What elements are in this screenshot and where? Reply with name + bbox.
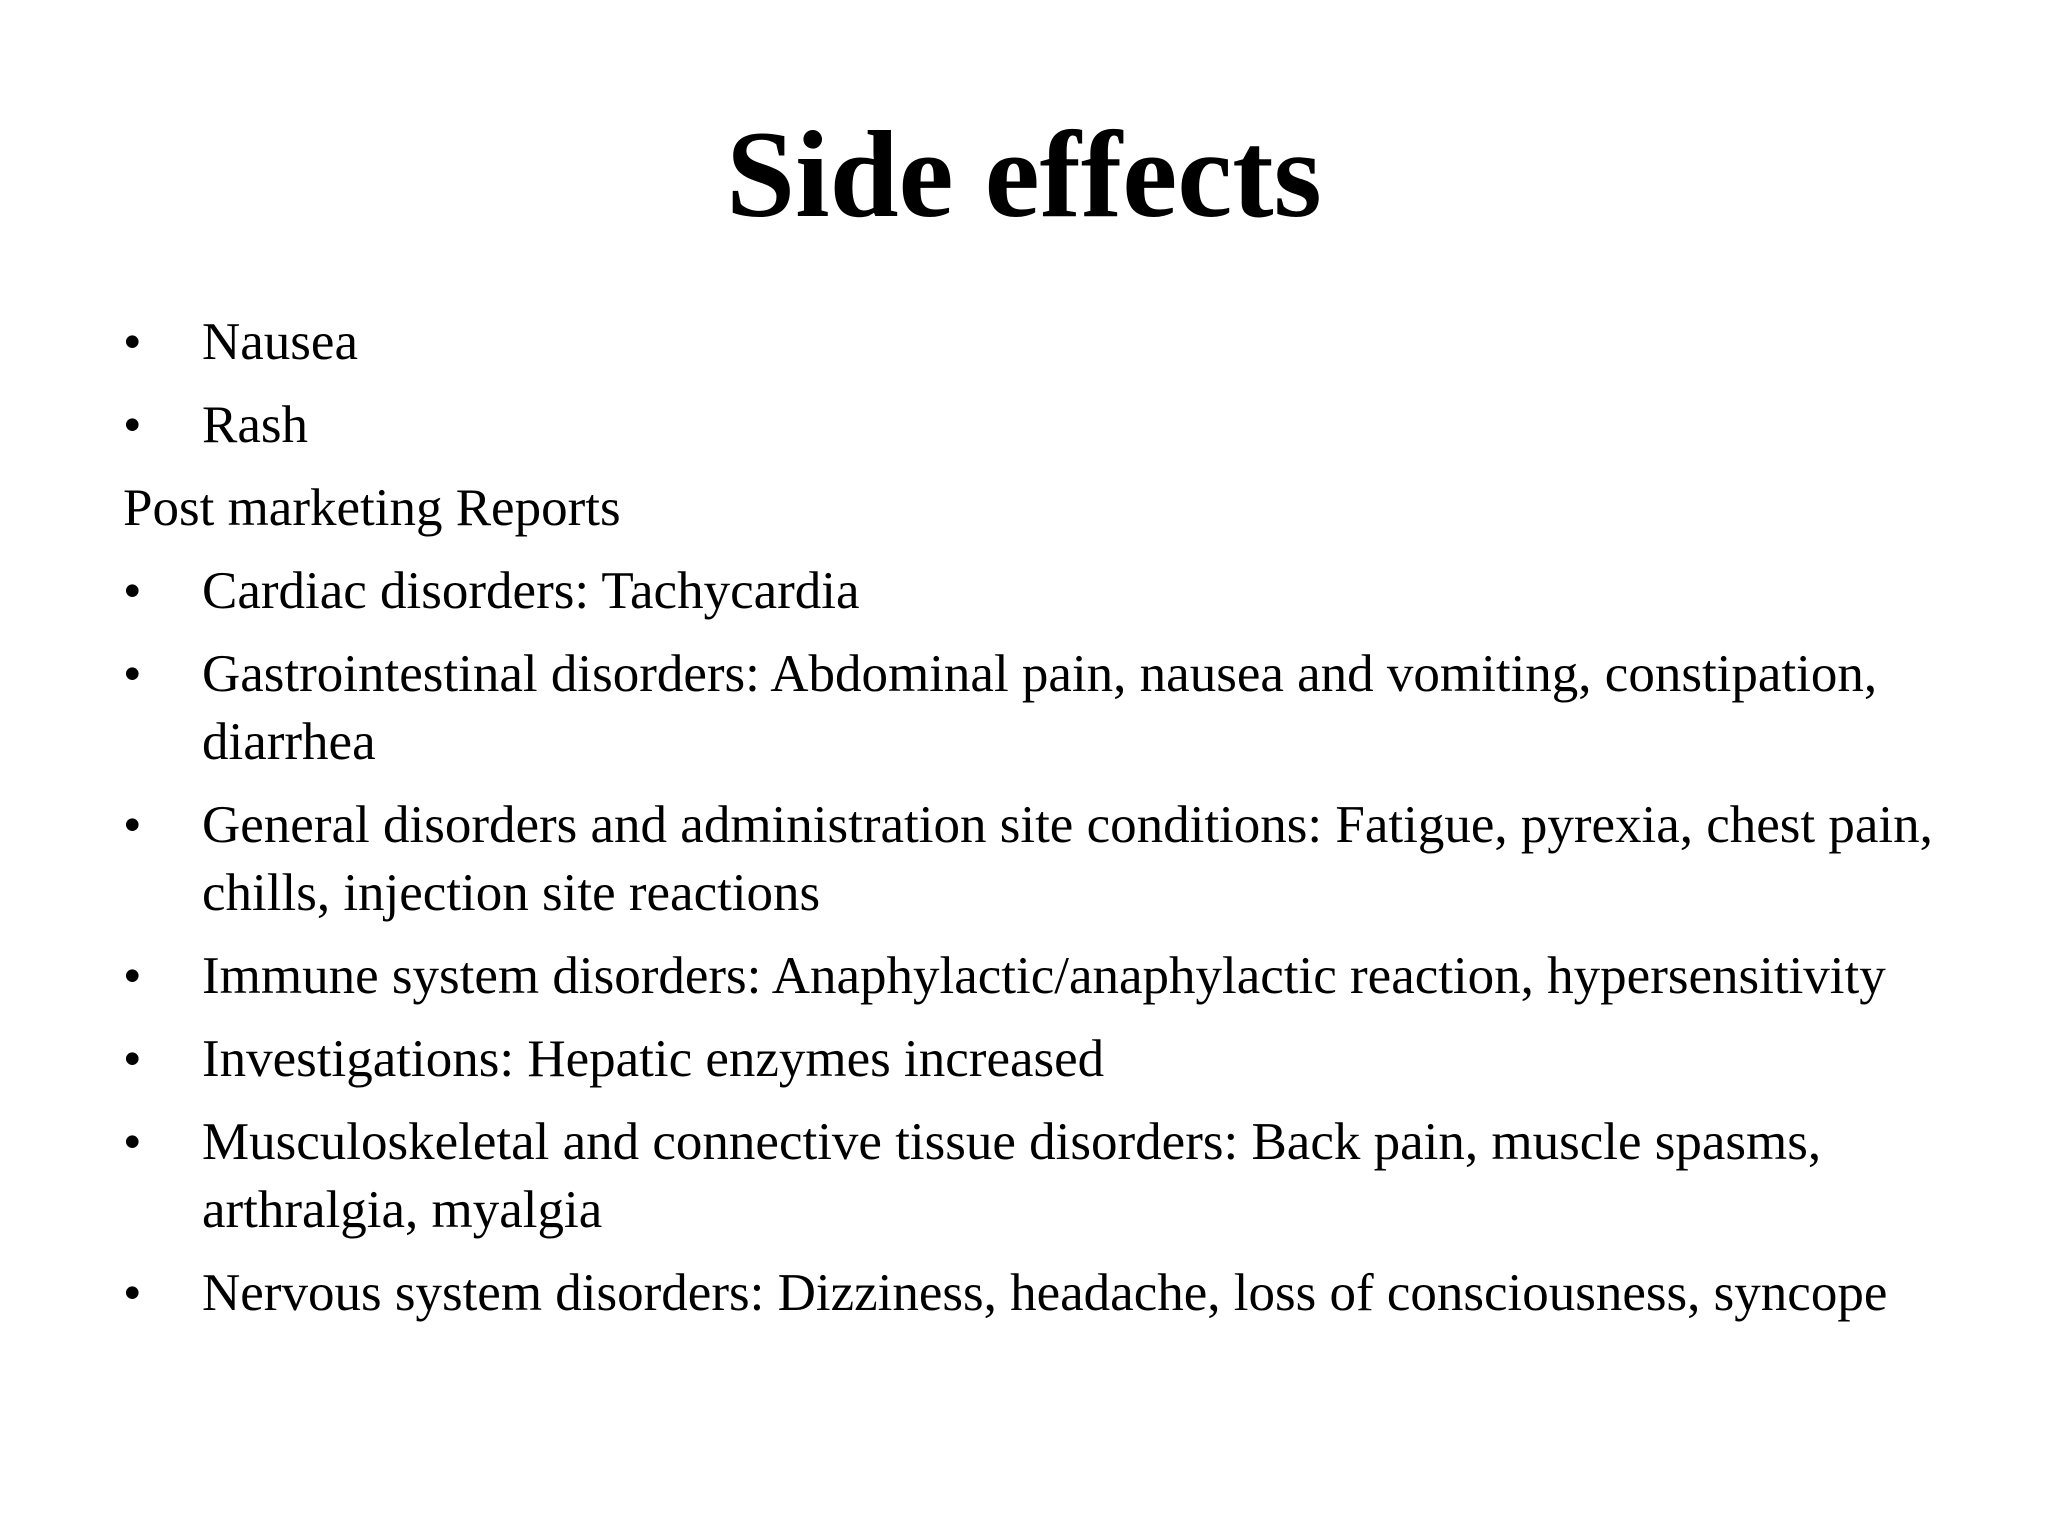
bullet-text: Rash [202, 396, 308, 454]
bullet-text: Cardiac disorders: Tachycardia [202, 562, 860, 620]
section-heading-post-marketing [123, 474, 1973, 542]
bullet-icon: • [123, 562, 142, 620]
bullet-item-musculoskeletal [123, 1108, 1973, 1244]
bullet-icon: • [123, 1264, 142, 1322]
bullet-item-investigations [123, 1025, 1973, 1093]
bullet-icon: • [123, 1113, 142, 1171]
slide-title: Side effects [726, 106, 1322, 243]
bullet-item-nervous [123, 1259, 1973, 1327]
bullet-text: Immune system disorders: Anaphylactic/anaphylactic reaction, hypersensitivity [202, 947, 1886, 1005]
bullet-item-cardiac [123, 557, 1973, 625]
bullet-text: General disorders and administration site conditions: Fatigue, pyrexia, chest pain, chills, injection site reactions [202, 796, 1933, 922]
bullet-item-nausea [123, 308, 1973, 376]
bullet-item-gastrointestinal [123, 640, 1973, 776]
bullet-icon: • [123, 313, 142, 371]
bullet-icon: • [123, 1030, 142, 1088]
bullet-text: Nausea [202, 313, 358, 371]
bullet-text: Musculoskeletal and connective tissue disorders: Back pain, muscle spasms, arthralgia, myalgia [202, 1113, 1822, 1239]
bullet-text: Gastrointestinal disorders: Abdominal pain, nausea and vomiting, constipation, diarrhea [202, 645, 1878, 771]
bullet-icon: • [123, 947, 142, 1005]
section-text: Post marketing Reports [123, 479, 621, 537]
bullet-item-immune [123, 942, 1973, 1010]
bullet-text: Investigations: Hepatic enzymes increased [202, 1030, 1105, 1088]
bullet-icon: • [123, 645, 142, 703]
bullet-item-general [123, 791, 1973, 927]
bullet-text: Nervous system disorders: Dizziness, headache, loss of consciousness, syncope [202, 1264, 1888, 1322]
bullet-item-rash [123, 391, 1973, 459]
slide-body [123, 308, 1973, 1342]
bullet-icon: • [123, 796, 142, 854]
bullet-icon: • [123, 396, 142, 454]
